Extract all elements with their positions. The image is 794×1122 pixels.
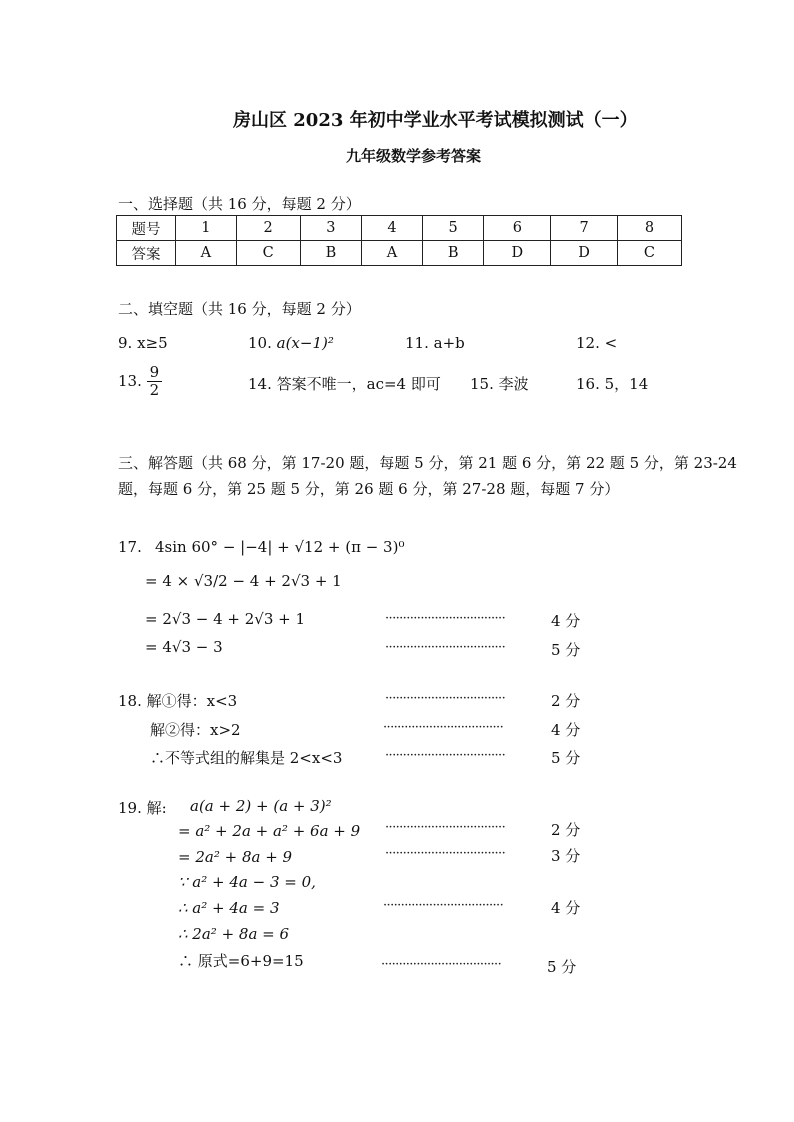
table-cell: 5	[422, 216, 484, 241]
table-cell: 4	[362, 216, 423, 241]
leader-dots: ··································	[381, 957, 502, 972]
leader-dots: ··································	[385, 846, 506, 861]
leader-dots: ··································	[383, 720, 504, 735]
table-cell: D	[551, 241, 618, 266]
answer-q13	[118, 364, 162, 400]
table-cell: B	[300, 241, 362, 266]
answer-q14: 14. 答案不唯一，ac=4 即可	[248, 375, 441, 393]
q19-line6: ∴ 2a² + 8a = 6	[178, 925, 290, 943]
q19-label: 19. 解:	[118, 799, 167, 817]
q13-prefix: 13.	[118, 371, 142, 390]
q17-label: 17.	[118, 538, 142, 556]
table-cell: C	[617, 241, 681, 266]
q19-line5: ∴ a² + 4a = 3	[178, 899, 280, 917]
q19-line7: ∴ 原式=6+9=15	[178, 952, 304, 970]
answer-q11: 11. a+b	[405, 334, 465, 352]
q18-line2: 解②得：x>2	[150, 721, 241, 739]
q19-line2: = a² + 2a + a² + 6a + 9	[178, 822, 361, 840]
answer-q15: 15. 李波	[470, 375, 529, 393]
table-row	[117, 216, 682, 241]
q18-score-5: 5 分	[551, 749, 581, 767]
q13-numerator: 9	[147, 364, 163, 382]
table-cell: 8	[617, 216, 681, 241]
answer-q10	[248, 334, 334, 352]
q17-score-4: 4 分	[551, 612, 581, 630]
page-title: 房山区 2023 年初中学业水平考试模拟测试（一）	[233, 110, 638, 131]
q17-line2: = 4 × √3/2 − 4 + 2√3 + 1	[145, 572, 342, 590]
leader-dots: ··································	[385, 640, 506, 655]
row-label-answer: 答案	[117, 241, 176, 266]
table-cell: D	[484, 241, 551, 266]
table-cell: B	[422, 241, 484, 266]
table-row	[117, 241, 682, 266]
answer-q16: 16. 5，14	[576, 375, 649, 393]
table-cell: A	[362, 241, 423, 266]
section3-heading-line1: 三、解答题（共 68 分，第 17-20 题，每题 5 分，第 21 题 6 分，第 22 题 5 分，第 23-24	[118, 454, 737, 472]
q19-score-4: 4 分	[551, 899, 581, 917]
q10-expression: a(x−1)²	[276, 334, 334, 352]
table-cell: C	[236, 241, 300, 266]
q17-line1: 4sin 60° − |−4| + √12 + (π − 3)⁰	[155, 538, 405, 556]
table-cell: 6	[484, 216, 551, 241]
q19-score-2: 2 分	[551, 821, 581, 839]
leader-dots: ··································	[385, 691, 506, 706]
table-cell: A	[176, 241, 237, 266]
q17-score-5: 5 分	[551, 641, 581, 659]
q19-score-5: 5 分	[547, 958, 577, 976]
q18-score-4: 4 分	[551, 721, 581, 739]
leader-dots: ··································	[385, 611, 506, 626]
row-label-number: 题号	[117, 216, 176, 241]
answer-q12: 12. <	[576, 334, 618, 352]
table-cell: 2	[236, 216, 300, 241]
q19-score-3: 3 分	[551, 847, 581, 865]
q17-line4: = 4√3 − 3	[145, 638, 223, 656]
q19-line3: = 2a² + 8a + 9	[178, 848, 293, 866]
answer-q9: 9. x≥5	[118, 334, 168, 352]
page-subtitle: 九年级数学参考答案	[346, 147, 482, 165]
leader-dots: ··································	[385, 820, 506, 835]
table-cell: 3	[300, 216, 362, 241]
q13-denominator: 2	[149, 381, 160, 400]
q19-line4: ∵ a² + 4a − 3 = 0,	[178, 873, 316, 891]
section2-heading: 二、填空题（共 16 分，每题 2 分）	[118, 300, 361, 318]
q18-line1: 18. 解①得：x<3	[118, 692, 238, 710]
section3-heading-line2: 题，每题 6 分，第 25 题 5 分，第 26 题 6 分，第 27-28 题，每题 7 分）	[118, 480, 620, 498]
section1-heading: 一、选择题（共 16 分，每题 2 分）	[118, 195, 361, 213]
leader-dots: ··································	[385, 748, 506, 763]
table-cell: 1	[176, 216, 237, 241]
q13-fraction	[147, 364, 163, 400]
q17-line3: = 2√3 − 4 + 2√3 + 1	[145, 610, 306, 628]
q19-line1: a(a + 2) + (a + 3)²	[190, 797, 332, 815]
answer-table	[116, 215, 682, 266]
leader-dots: ··································	[383, 898, 504, 913]
q10-prefix: 10.	[248, 334, 277, 352]
table-cell: 7	[551, 216, 618, 241]
q18-line3: ∴不等式组的解集是 2<x<3	[150, 749, 343, 767]
q18-score-2: 2 分	[551, 692, 581, 710]
